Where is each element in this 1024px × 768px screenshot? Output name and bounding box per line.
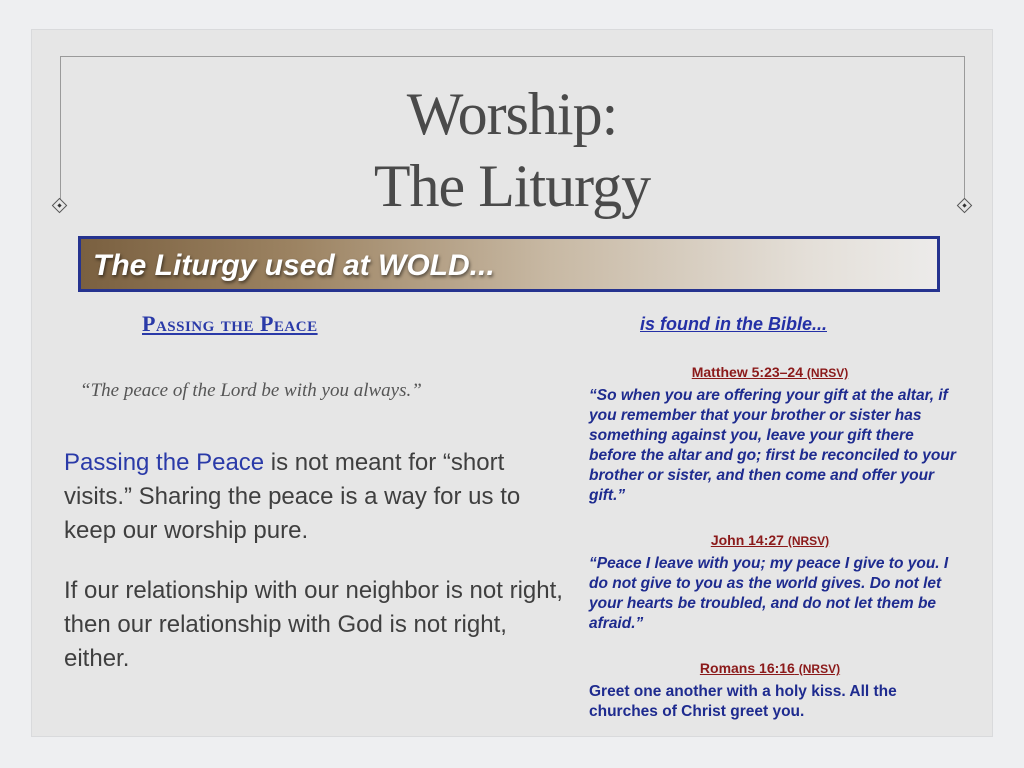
- verse-text-matthew: “So when you are offering your gift at the altar, if you remember that your brother or sister has something against you, leave your gift there before the altar and go; first be reconciled to your brother or sister, and then come and offer your gift.”: [589, 387, 956, 504]
- banner-text: The Liturgy used at WOLD...: [93, 249, 495, 282]
- translation-tag: (NRSV): [798, 662, 841, 676]
- paragraph-2: If our relationship with our neighbor is not right, then our relationship with God is not right, either.: [64, 577, 563, 672]
- title-line-2: The Liturgy: [373, 153, 651, 219]
- paragraph-1: [64, 446, 570, 548]
- reference-text: Matthew 5:23–24: [691, 364, 804, 380]
- translation-tag: (NRSV): [787, 534, 830, 548]
- verse-text-john: “Peace I leave with you; my peace I give to you. I do not give to you as the world gives. Do not let your hearts be troubled, and do not let them be afraid.”: [589, 555, 949, 632]
- frame-top-line: [60, 56, 965, 57]
- reference-text: John 14:27: [710, 532, 784, 548]
- title-line-1: Worship:: [406, 81, 618, 147]
- paragraph-1-text: is not meant for “short visits.” Sharing the peace is a way for us to keep our worship pure.: [64, 449, 521, 544]
- verse-reference-john: [588, 532, 952, 548]
- verse-text-romans: Greet one another with a holy kiss. All the churches of Christ greet you.: [589, 683, 897, 720]
- reference-text: Romans 16:16: [699, 660, 795, 676]
- verse-reference-romans: [588, 660, 952, 676]
- verse-reference-matthew: [588, 364, 952, 380]
- translation-tag: (NRSV): [806, 366, 849, 380]
- passing-the-peace-term: Passing the Peace: [64, 449, 265, 476]
- liturgy-quote: “The peace of the Lord be with you always.”: [80, 380, 422, 401]
- banner: [78, 236, 940, 292]
- section-heading: Passing the Peace: [142, 311, 318, 336]
- bible-heading: is found in the Bible...: [640, 314, 827, 334]
